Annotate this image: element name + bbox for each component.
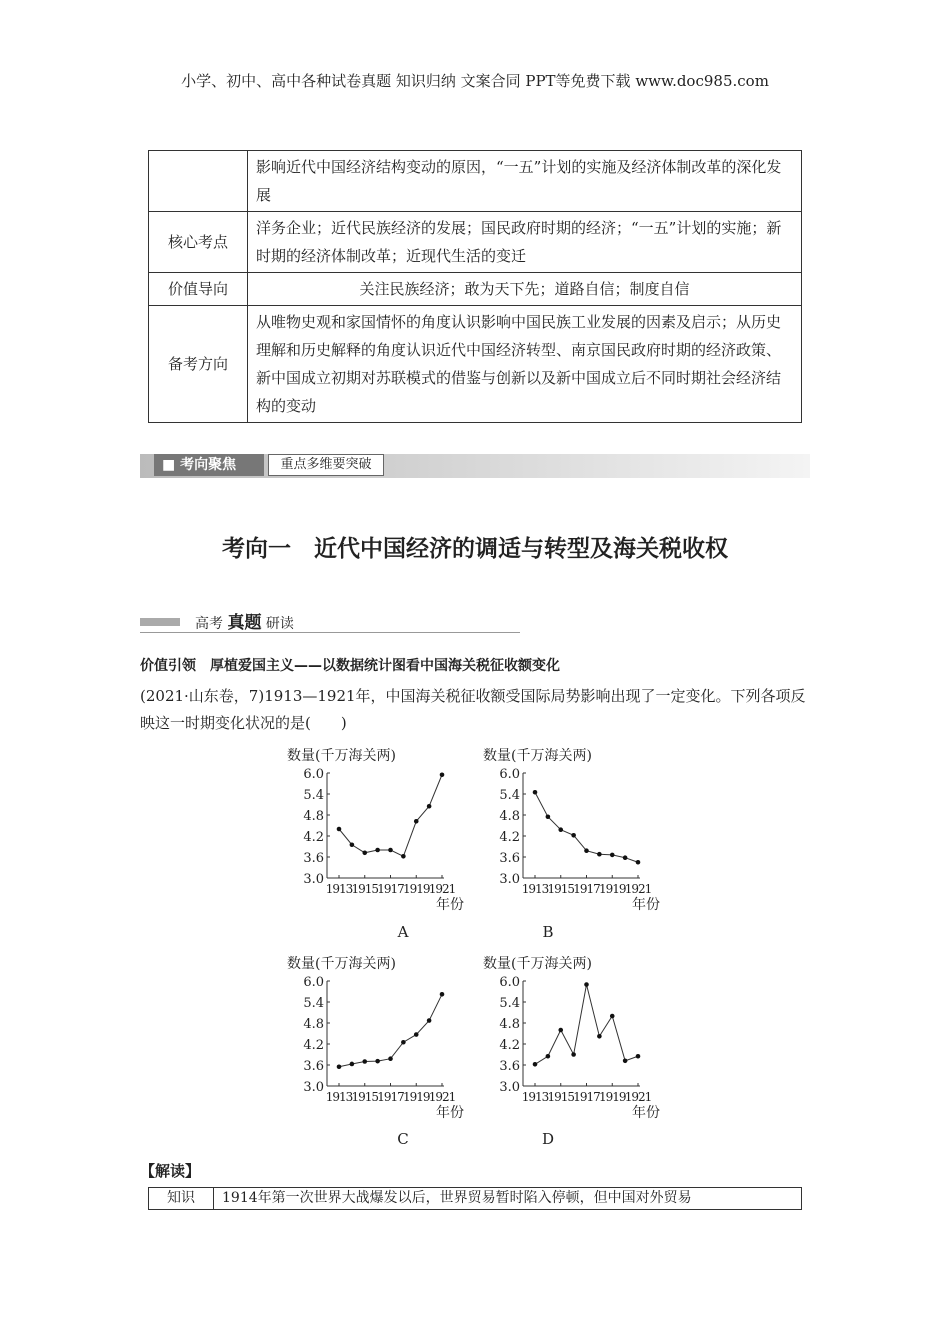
- data-point: [623, 855, 628, 860]
- x-tick-label: 1919: [598, 1090, 626, 1104]
- y-axis-label: 数量(千万海关两): [483, 748, 592, 764]
- x-tick-label: 1917: [573, 882, 600, 896]
- chart-a: [282, 744, 472, 914]
- data-point: [350, 842, 355, 847]
- x-tick-label: 1921: [428, 882, 456, 896]
- y-axis-label: 数量(千万海关两): [287, 748, 396, 764]
- data-point: [546, 814, 551, 819]
- data-point: [414, 1032, 419, 1037]
- y-tick-label: 6.0: [303, 975, 324, 990]
- option-label-c: C: [397, 1130, 409, 1148]
- x-tick-label: 1913: [325, 1090, 353, 1104]
- x-tick-label: 1921: [624, 1090, 652, 1104]
- option-label-d: D: [541, 1130, 555, 1148]
- y-tick-label: 6.0: [303, 767, 324, 782]
- data-point: [350, 1062, 355, 1067]
- y-tick-label: 4.8: [303, 1017, 324, 1032]
- data-point: [623, 1059, 628, 1064]
- y-tick-label: 5.4: [499, 788, 520, 803]
- data-point: [571, 833, 576, 838]
- data-point: [584, 982, 589, 987]
- data-point: [584, 848, 589, 853]
- x-tick-label: 1915: [351, 882, 379, 896]
- data-point: [375, 848, 380, 853]
- y-tick-label: 4.8: [499, 1017, 520, 1032]
- y-tick-label: 4.8: [303, 809, 324, 824]
- y-tick-label: 3.6: [499, 1059, 520, 1074]
- y-tick-label: 6.0: [499, 767, 520, 782]
- x-axis-label: 年份: [436, 897, 464, 913]
- chart-d: [478, 952, 668, 1122]
- data-point: [337, 1064, 342, 1069]
- x-tick-label: 1921: [624, 882, 652, 896]
- x-tick-label: 1915: [351, 1090, 379, 1104]
- data-point: [388, 848, 393, 853]
- x-tick-label: 1913: [325, 882, 353, 896]
- option-label-b: B: [542, 923, 554, 941]
- y-tick-label: 4.2: [303, 830, 324, 845]
- data-point: [533, 790, 538, 795]
- x-tick-label: 1915: [547, 882, 575, 896]
- y-tick-label: 3.0: [499, 1080, 520, 1095]
- data-point: [597, 1034, 602, 1039]
- chart-b: [478, 744, 668, 914]
- table-row: 核心考点 洋务企业；近代民族经济的发展；国民政府时期的经济；“一五”计划的实施；新时期的经济体制改革；近现代生活的变迁: [149, 212, 802, 273]
- x-tick-label: 1919: [598, 882, 626, 896]
- x-tick-label: 1917: [573, 1090, 600, 1104]
- y-tick-label: 3.0: [303, 1080, 324, 1095]
- x-tick-label: 1915: [547, 1090, 575, 1104]
- lead-text: 价值引领 厚植爱国主义——以数据统计图看中国海关税征收额变化: [140, 658, 560, 674]
- data-point: [440, 772, 445, 777]
- x-axis-label: 年份: [632, 897, 660, 913]
- x-axis-label: 年份: [632, 1105, 660, 1121]
- y-tick-label: 6.0: [499, 975, 520, 990]
- summary-table: [148, 150, 802, 423]
- section-banner: ■ 考向聚焦 重点多维要突破: [140, 454, 810, 478]
- data-point: [558, 827, 563, 832]
- analysis-table: [148, 1187, 802, 1210]
- page-header: 小学、初中、高中各种试卷真题 知识归纳 文案合同 PPT等免费下载 www.doc985.com: [181, 72, 769, 90]
- x-tick-label: 1919: [402, 1090, 430, 1104]
- y-tick-label: 4.2: [499, 1038, 520, 1053]
- data-point: [401, 854, 406, 859]
- x-tick-label: 1913: [521, 1090, 549, 1104]
- sub-banner: 高考 真题 研读: [140, 608, 520, 633]
- data-point: [533, 1062, 538, 1067]
- y-tick-label: 5.4: [303, 788, 324, 803]
- data-point: [636, 1054, 641, 1059]
- option-label-a: A: [397, 923, 409, 941]
- chart-c: [282, 952, 472, 1122]
- data-point: [571, 1052, 576, 1057]
- section-title: 考向一 近代中国经济的调适与转型及海关税收权: [222, 536, 728, 562]
- data-point: [610, 853, 615, 858]
- y-tick-label: 5.4: [303, 996, 324, 1011]
- data-point: [440, 992, 445, 997]
- y-axis-label: 数量(千万海关两): [483, 956, 592, 972]
- y-tick-label: 4.2: [303, 1038, 324, 1053]
- series-line: [535, 985, 638, 1065]
- question-text: (2021·山东卷，7)1913—1921年，中国海关税征收额受国际局势影响出现了一定变化。下列各项反映这一时期变化状况的是( ): [140, 687, 806, 732]
- data-point: [388, 1056, 393, 1061]
- x-tick-label: 1917: [377, 1090, 404, 1104]
- y-tick-label: 3.6: [303, 1059, 324, 1074]
- data-point: [558, 1028, 563, 1033]
- data-point: [337, 827, 342, 832]
- y-tick-label: 5.4: [499, 996, 520, 1011]
- data-point: [636, 860, 641, 865]
- data-point: [610, 1014, 615, 1019]
- x-axis-label: 年份: [436, 1105, 464, 1121]
- x-tick-label: 1919: [402, 882, 430, 896]
- data-point: [401, 1040, 406, 1045]
- y-axis-label: 数量(千万海关两): [287, 956, 396, 972]
- data-point: [362, 1059, 367, 1064]
- series-line: [339, 994, 442, 1066]
- data-point: [546, 1054, 551, 1059]
- table-row: 备考方向 从唯物史观和家国情怀的角度认识影响中国民族工业发展的因素及启示；从历史理解和历史解释的角度认识近代中国经济转型、南京国民政府时期的经济政策、新中国成立初期对苏联模式的借鉴与创新以及新中国成立后不同时期社会经济结构的变动: [149, 306, 802, 423]
- data-point: [427, 1018, 432, 1023]
- table-row: 知识 1914年第一次世界大战爆发以后，世界贸易暂时陷入停顿，但中国对外贸易: [149, 1188, 802, 1210]
- y-tick-label: 4.8: [499, 809, 520, 824]
- y-tick-label: 3.0: [499, 872, 520, 887]
- data-point: [362, 851, 367, 856]
- y-tick-label: 4.2: [499, 830, 520, 845]
- y-tick-label: 3.6: [499, 851, 520, 866]
- data-point: [414, 819, 419, 824]
- x-tick-label: 1913: [521, 882, 549, 896]
- table-row: 影响近代中国经济结构变动的原因，“一五”计划的实施及经济体制改革的深化发展: [149, 151, 802, 212]
- data-point: [427, 804, 432, 809]
- x-tick-label: 1921: [428, 1090, 456, 1104]
- data-point: [375, 1059, 380, 1064]
- series-line: [339, 775, 442, 857]
- table-row: 价值导向 关注民族经济；敢为天下先；道路自信；制度自信: [149, 273, 802, 306]
- y-tick-label: 3.0: [303, 872, 324, 887]
- x-tick-label: 1917: [377, 882, 404, 896]
- analysis-heading: 【解读】: [140, 1162, 201, 1180]
- y-tick-label: 3.6: [303, 851, 324, 866]
- data-point: [597, 852, 602, 857]
